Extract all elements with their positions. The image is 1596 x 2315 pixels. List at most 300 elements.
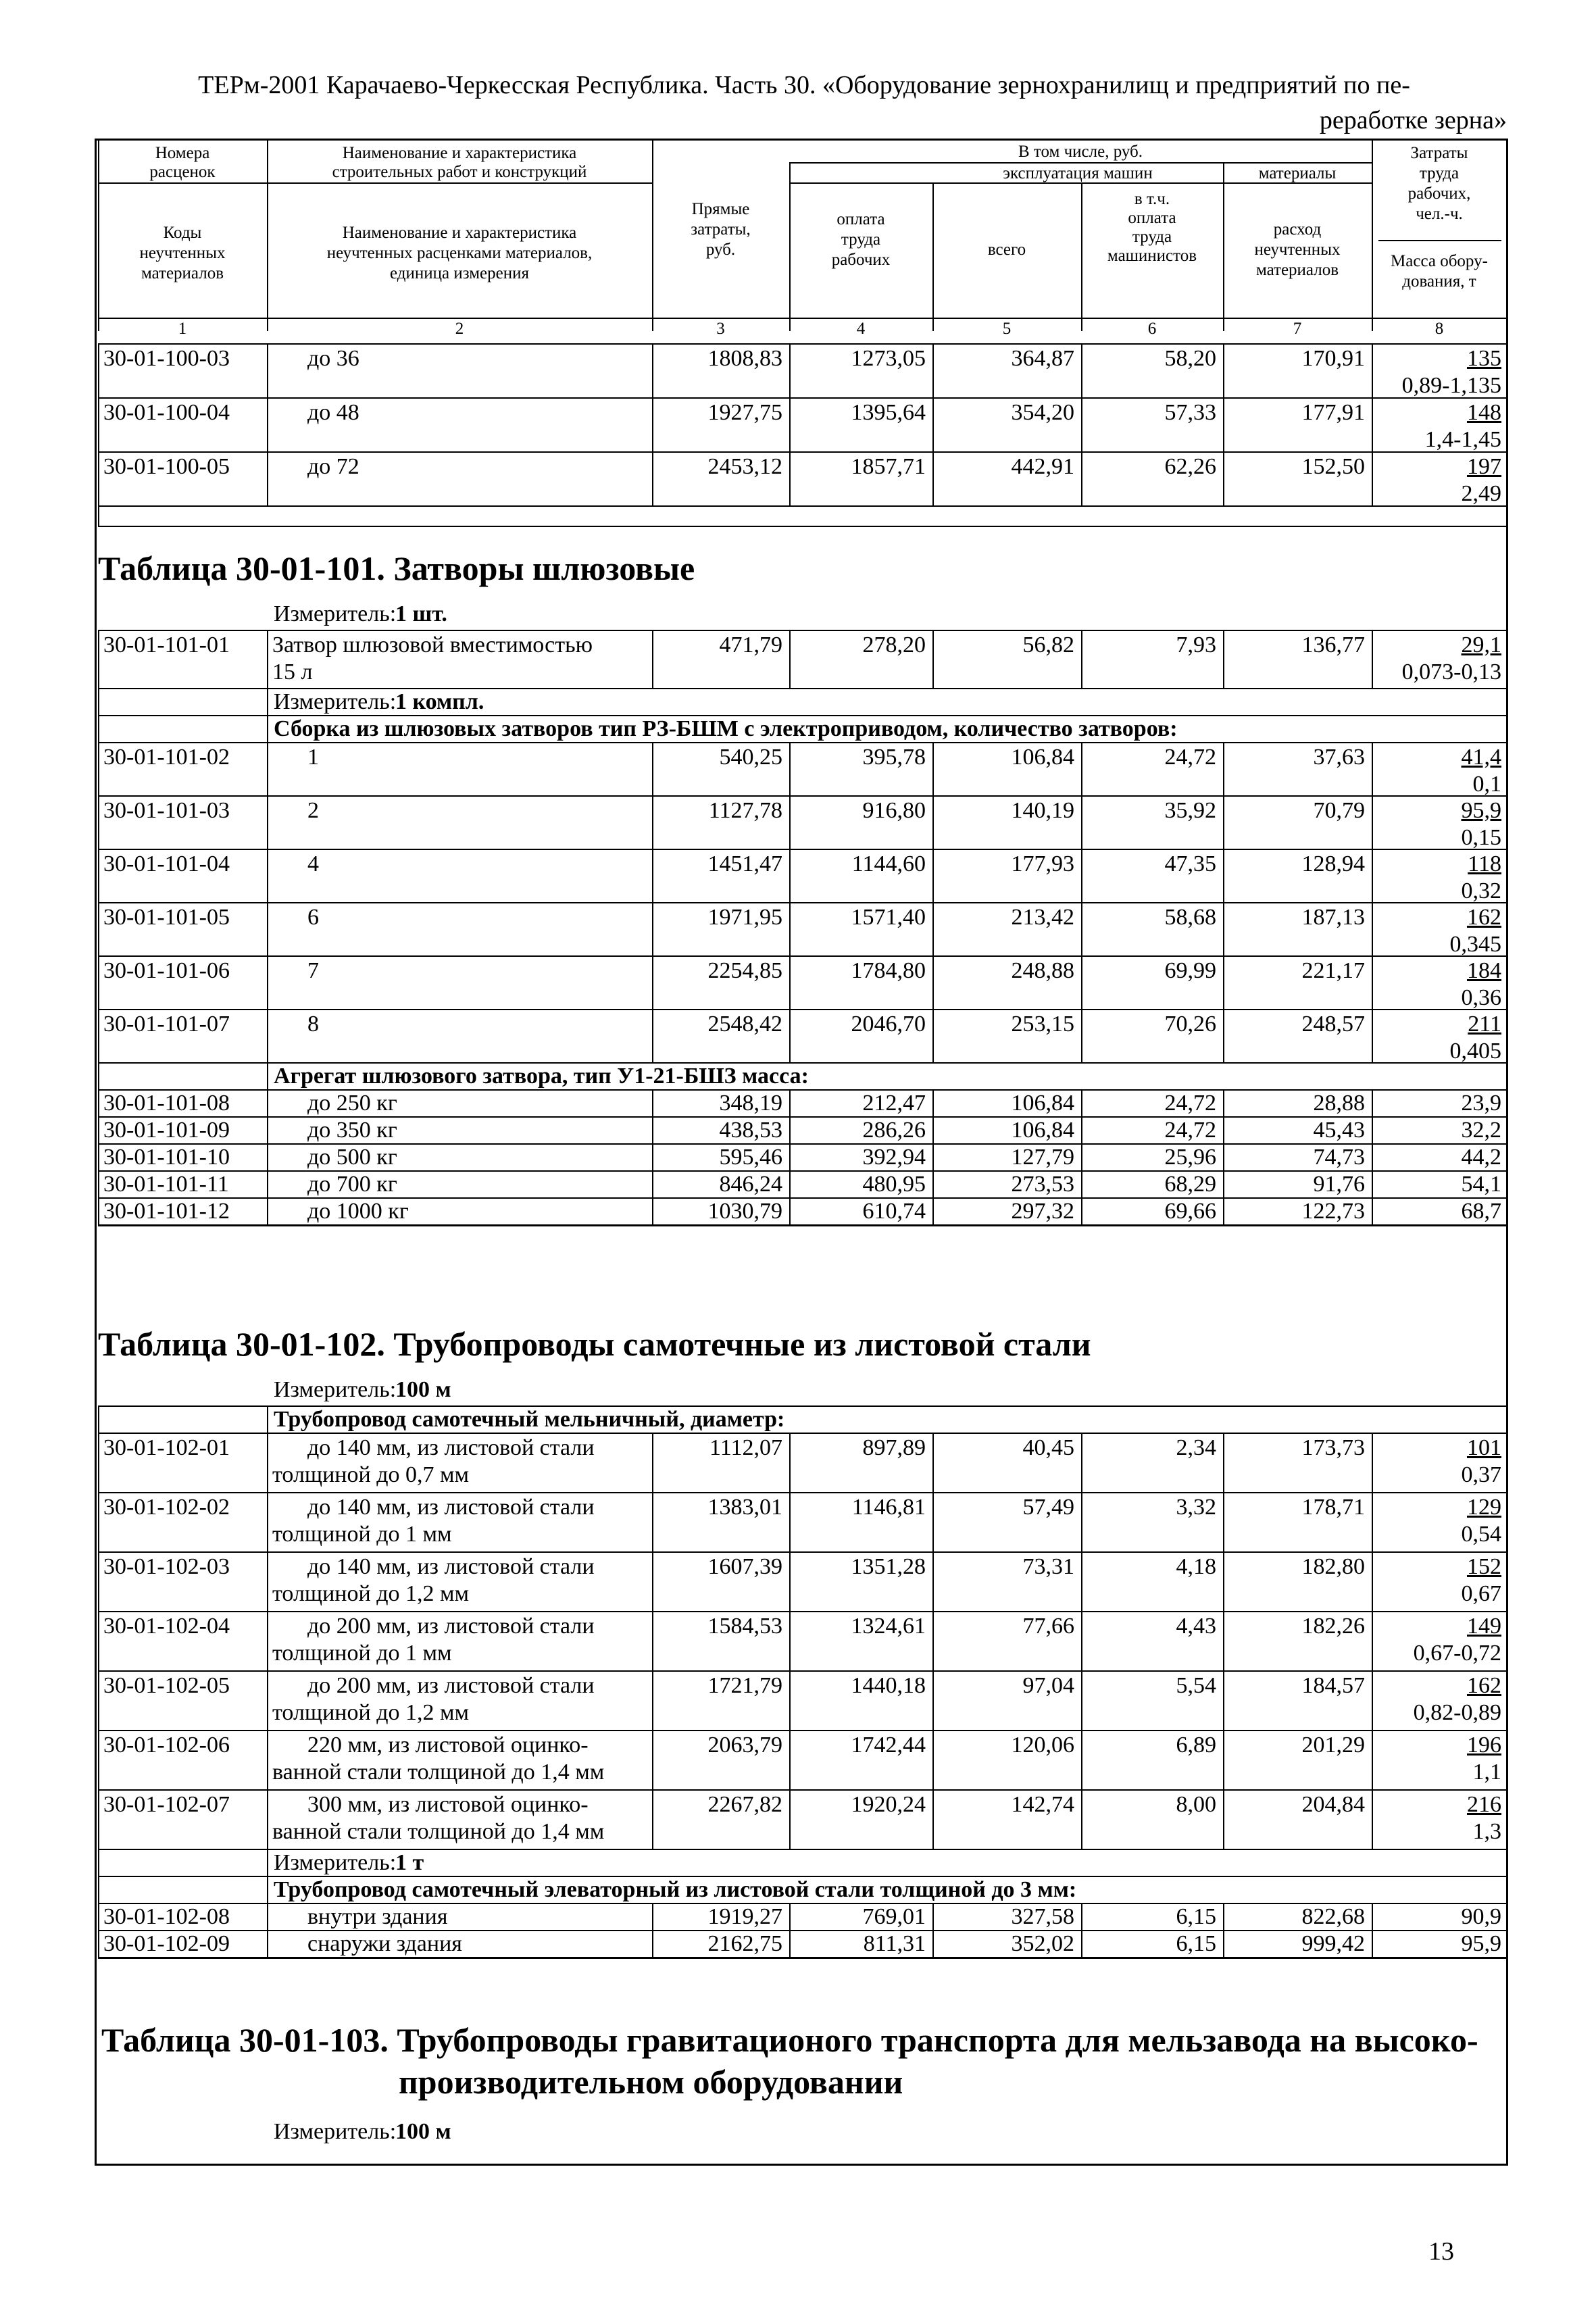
- table-rule: [1507, 1611, 1508, 1670]
- value-c7: 221,17: [1301, 958, 1365, 983]
- value-c6: 57,33: [1164, 400, 1216, 425]
- value-c5: 297,32: [1011, 1199, 1074, 1224]
- table-101-title: Таблица 30-01-101. Затворы шлюзовые: [98, 549, 695, 587]
- value-c6: 70,26: [1164, 1012, 1216, 1037]
- table-rule: [267, 742, 268, 795]
- column-number: 2: [455, 320, 464, 338]
- rate-code: 30-01-101-09: [103, 1118, 230, 1143]
- value-c4: 610,74: [862, 1199, 926, 1224]
- value-c7: 152,50: [1301, 454, 1365, 479]
- rate-code: 30-01-101-01: [103, 632, 230, 657]
- column-number: 4: [856, 320, 866, 338]
- value-c3: 1030,79: [707, 1199, 782, 1224]
- header-material-use: материалов: [1255, 261, 1339, 279]
- value-c3: 1919,27: [707, 1904, 782, 1929]
- table-rule: [1507, 955, 1508, 1009]
- table-rule: [98, 1930, 99, 1957]
- measure-label: Измеритель:: [274, 601, 397, 626]
- value-c5: 213,42: [1011, 905, 1074, 930]
- table-rule: [98, 397, 99, 451]
- measure-value: 1 т: [395, 1850, 424, 1875]
- work-name: 7: [307, 958, 319, 983]
- column-number: 3: [716, 320, 725, 338]
- header-rate-numbers: расценок: [149, 163, 216, 181]
- header-direct-costs: Прямые: [691, 200, 750, 218]
- value-c3: 2162,75: [707, 1931, 782, 1956]
- labor-cost: 211: [1468, 1012, 1501, 1037]
- header-labor: труда: [1419, 164, 1460, 182]
- group-heading: Сборка из шлюзовых затворов тип РЗ-БШМ с электроприводом, количество затворов:: [274, 716, 1178, 741]
- table-rule: [98, 1492, 1507, 1493]
- value-c3: 1971,95: [707, 905, 782, 930]
- table-rule: [98, 1433, 1507, 1434]
- equipment-mass: 0,89-1,135: [1401, 373, 1501, 398]
- table-rule: [267, 1143, 268, 1170]
- header-name: строительных работ и конструкций: [332, 163, 587, 181]
- table-rule: [267, 955, 268, 1009]
- header-machine-operation: эксплуатация машин: [1003, 164, 1153, 182]
- table-102-title: Таблица 30-01-102. Трубопроводы самотечные из листовой стали: [98, 1325, 1091, 1363]
- value-c7: 74,73: [1313, 1145, 1365, 1170]
- value-c7: 822,68: [1301, 1904, 1365, 1929]
- table-rule: [98, 451, 1507, 453]
- header-including: В том числе, руб.: [1018, 143, 1143, 161]
- labor-cost: 152: [1467, 1554, 1501, 1579]
- measure-label: Измеритель:: [274, 689, 397, 714]
- table-rule: [98, 849, 1507, 850]
- table-rule: [98, 1009, 99, 1062]
- value-c7: 184,57: [1301, 1673, 1365, 1698]
- header-labor: рабочих,: [1407, 184, 1471, 203]
- value-c6: 35,92: [1164, 798, 1216, 823]
- value-c3: 595,46: [719, 1145, 782, 1170]
- value-c6: 8,00: [1176, 1792, 1216, 1817]
- value-c5: 127,79: [1011, 1145, 1074, 1170]
- labor-cost: 216: [1467, 1792, 1501, 1817]
- table-rule: [98, 1009, 1507, 1010]
- value-c5: 140,19: [1011, 798, 1074, 823]
- header-labor: Затраты: [1410, 144, 1468, 162]
- value-c7: 45,43: [1313, 1118, 1365, 1143]
- value-c4: 1857,71: [851, 454, 926, 479]
- table-103-title: Таблица 30-01-103. Трубопроводы гравитационого транспорта для мельзавода на высоко-: [101, 2021, 1478, 2059]
- equipment-mass: 1,3: [1472, 1819, 1501, 1844]
- table-rule: [267, 1903, 268, 1930]
- work-name: 15 л: [272, 659, 313, 684]
- table-rule: [267, 1670, 268, 1730]
- header-operator-pay: машинистов: [1107, 247, 1197, 265]
- value-c4: 212,47: [862, 1091, 926, 1116]
- work-name: до 140 мм, из листовой стали: [307, 1554, 595, 1579]
- value-c6: 69,99: [1164, 958, 1216, 983]
- column-number: 6: [1147, 320, 1157, 338]
- work-name: внутри здания: [307, 1904, 448, 1929]
- table-rule: [98, 955, 1507, 957]
- table-rule: [98, 1062, 99, 1089]
- labor-cost: 44,2: [1461, 1145, 1501, 1170]
- value-c3: 1451,47: [707, 851, 782, 876]
- value-c7: 173,73: [1301, 1435, 1365, 1460]
- work-name: ванной стали толщиной до 1,4 мм: [272, 1760, 605, 1785]
- work-name: толщиной до 1,2 мм: [272, 1581, 470, 1606]
- equipment-mass: 2,49: [1461, 481, 1501, 506]
- work-name: толщиной до 1 мм: [272, 1522, 452, 1547]
- rate-code: 30-01-102-05: [103, 1673, 230, 1698]
- header-equipment-mass: Масса обору-: [1391, 252, 1488, 270]
- header-material-use: расход: [1273, 220, 1322, 239]
- table-rule: [267, 849, 268, 902]
- value-c7: 187,13: [1301, 905, 1365, 930]
- table-rule: [98, 182, 652, 184]
- table-rule: [1507, 1143, 1508, 1170]
- table-rule: [267, 1062, 268, 1089]
- value-c3: 2548,42: [707, 1012, 782, 1037]
- labor-cost: 162: [1467, 1673, 1501, 1698]
- table-rule: [1507, 1789, 1508, 1849]
- rate-code: 30-01-101-04: [103, 851, 230, 876]
- table-rule: [98, 742, 1507, 743]
- value-c4: 1395,64: [851, 400, 926, 425]
- value-c7: 248,57: [1301, 1012, 1365, 1037]
- table-rule: [98, 1116, 99, 1143]
- value-c6: 6,89: [1176, 1733, 1216, 1758]
- header-labor: чел.-ч.: [1416, 205, 1463, 223]
- table-rule: [98, 505, 1507, 507]
- labor-cost: 135: [1467, 346, 1501, 371]
- table-rule: [1507, 849, 1508, 902]
- table-rule: [98, 1611, 99, 1670]
- value-c5: 442,91: [1011, 454, 1074, 479]
- labor-cost: 129: [1467, 1495, 1501, 1520]
- work-name: до 200 мм, из листовой стали: [307, 1614, 595, 1639]
- value-c5: 106,84: [1011, 745, 1074, 770]
- value-c4: 395,78: [862, 745, 926, 770]
- table-rule: [98, 795, 1507, 797]
- work-name: до 250 кг: [307, 1091, 397, 1116]
- table-rule: [98, 1551, 1507, 1553]
- table-rule: [267, 1197, 268, 1224]
- value-c5: 40,45: [1022, 1435, 1074, 1460]
- value-c3: 2063,79: [707, 1733, 782, 1758]
- work-name: до 200 мм, из листовой стали: [307, 1673, 595, 1698]
- header-operator-pay: в т.ч.: [1134, 190, 1170, 208]
- value-c5: 177,93: [1011, 851, 1074, 876]
- table-rule: [98, 630, 1507, 631]
- value-c5: 253,15: [1011, 1012, 1074, 1037]
- value-c4: 278,20: [862, 632, 926, 657]
- table-rule: [98, 1492, 99, 1551]
- value-c7: 37,63: [1313, 745, 1365, 770]
- rate-code: 30-01-102-03: [103, 1554, 230, 1579]
- rate-code: 30-01-101-11: [103, 1172, 229, 1197]
- table-rule: [98, 1405, 99, 1433]
- column-number: 7: [1293, 320, 1302, 338]
- table-rule: [267, 1433, 268, 1492]
- table-rule: [98, 1670, 1507, 1672]
- labor-cost: 29,1: [1461, 632, 1501, 657]
- table-rule: [1507, 1903, 1508, 1930]
- table-rule: [98, 526, 1507, 527]
- table-rule: [1507, 1009, 1508, 1062]
- table-rule: [98, 1903, 99, 1930]
- table-rule: [267, 343, 268, 397]
- header-worker-pay: рабочих: [831, 251, 891, 269]
- value-c6: 24,72: [1164, 1091, 1216, 1116]
- work-name: 6: [307, 905, 319, 930]
- table-rule: [267, 1089, 268, 1116]
- table-rule: [267, 397, 268, 451]
- table-rule: [98, 795, 99, 849]
- table-rule: [1507, 451, 1508, 505]
- rate-code: 30-01-101-07: [103, 1012, 230, 1037]
- value-c6: 25,96: [1164, 1145, 1216, 1170]
- table-103-title: производительном оборудовании: [399, 2063, 903, 2101]
- work-name: до 500 кг: [307, 1145, 397, 1170]
- work-name: толщиной до 0,7 мм: [272, 1462, 470, 1487]
- table-rule: [1507, 630, 1508, 688]
- header-direct-costs: руб.: [705, 241, 736, 259]
- header-material-codes: Коды: [163, 224, 202, 242]
- rate-code: 30-01-100-03: [103, 346, 230, 371]
- page-number: 13: [1428, 2237, 1454, 2266]
- labor-cost: 95,9: [1461, 798, 1501, 823]
- work-name: до 1000 кг: [307, 1199, 409, 1224]
- equipment-mass: 0,67-0,72: [1413, 1641, 1501, 1666]
- value-c5: 352,02: [1011, 1931, 1074, 1956]
- value-c7: 122,73: [1301, 1199, 1365, 1224]
- table-rule: [98, 1611, 1507, 1612]
- header-name: Наименование и характеристика: [342, 144, 577, 162]
- measure-label: Измеритель:: [274, 1850, 397, 1875]
- value-c3: 1721,79: [707, 1673, 782, 1698]
- value-c5: 354,20: [1011, 400, 1074, 425]
- table-rule: [98, 902, 99, 955]
- table-rule: [267, 1551, 268, 1611]
- value-c3: 1383,01: [707, 1495, 782, 1520]
- value-c5: 97,04: [1022, 1673, 1074, 1698]
- value-c5: 77,66: [1022, 1614, 1074, 1639]
- rate-code: 30-01-102-04: [103, 1614, 230, 1639]
- work-name: 300 мм, из листовой оцинко-: [307, 1792, 589, 1817]
- group-heading: Трубопровод самотечный мельничный, диаметр:: [274, 1407, 785, 1432]
- value-c4: 1742,44: [851, 1733, 926, 1758]
- rate-code: 30-01-101-03: [103, 798, 230, 823]
- value-c3: 2267,82: [707, 1792, 782, 1817]
- value-c4: 2046,70: [851, 1012, 926, 1037]
- rate-code: 30-01-102-02: [103, 1495, 230, 1520]
- labor-cost: 149: [1467, 1614, 1501, 1639]
- equipment-mass: 1,1: [1472, 1760, 1501, 1785]
- table-rule: [1507, 902, 1508, 955]
- table-rule: [98, 1789, 1507, 1791]
- rate-code: 30-01-102-07: [103, 1792, 230, 1817]
- value-c5: 56,82: [1022, 632, 1074, 657]
- table-rule: [1378, 240, 1501, 241]
- rate-code: 30-01-102-09: [103, 1931, 230, 1956]
- measure-label: Измеритель:: [274, 1377, 397, 1402]
- value-c7: 182,26: [1301, 1614, 1365, 1639]
- value-c6: 3,32: [1176, 1495, 1216, 1520]
- value-c3: 2453,12: [707, 454, 782, 479]
- work-name: ванной стали толщиной до 1,4 мм: [272, 1819, 605, 1844]
- rate-code: 30-01-100-04: [103, 400, 230, 425]
- rate-code: 30-01-102-01: [103, 1435, 230, 1460]
- value-c6: 24,72: [1164, 1118, 1216, 1143]
- value-c6: 58,68: [1164, 905, 1216, 930]
- table-rule: [98, 505, 99, 526]
- header-rate-numbers: Номера: [155, 144, 210, 162]
- labor-cost: 32,2: [1461, 1118, 1501, 1143]
- table-rule: [98, 1730, 1507, 1731]
- labor-cost: 95,9: [1461, 1931, 1501, 1956]
- value-c6: 2,34: [1176, 1435, 1216, 1460]
- equipment-mass: 0,67: [1461, 1581, 1501, 1606]
- equipment-mass: 0,82-0,89: [1413, 1700, 1501, 1725]
- table-rule: [1507, 1670, 1508, 1730]
- work-name: 1: [307, 745, 319, 770]
- value-c5: 106,84: [1011, 1118, 1074, 1143]
- value-c7: 91,76: [1313, 1172, 1365, 1197]
- equipment-mass: 1,4-1,45: [1424, 427, 1501, 452]
- value-c7: 999,42: [1301, 1931, 1365, 1956]
- measure-value: 100 м: [395, 1377, 451, 1402]
- value-c3: 846,24: [719, 1172, 782, 1197]
- table-rule: [1507, 1116, 1508, 1143]
- table-rule: [98, 955, 99, 1009]
- value-c4: 1146,81: [851, 1495, 926, 1520]
- table-rule: [98, 742, 99, 795]
- measure-value: 1 шт.: [395, 601, 447, 626]
- table-rule: [1507, 139, 1508, 331]
- table-rule: [98, 1224, 1507, 1226]
- header-line-1: ТЕРм-2001 Карачаево-Черкесская Республика. Часть 30. «Оборудование зернохранилищ и предприятий по пе-: [198, 71, 1410, 99]
- equipment-mass: 0,073-0,13: [1401, 659, 1501, 684]
- value-c6: 7,93: [1176, 632, 1216, 657]
- rate-code: 30-01-101-10: [103, 1145, 230, 1170]
- header-material-name: единица измерения: [389, 264, 530, 282]
- equipment-mass: 0,37: [1461, 1462, 1501, 1487]
- table-rule: [98, 1957, 1507, 1959]
- table-rule: [267, 1930, 268, 1957]
- value-c4: 1324,61: [851, 1614, 926, 1639]
- value-c6: 6,15: [1176, 1931, 1216, 1956]
- labor-cost: 101: [1467, 1435, 1501, 1460]
- value-c6: 6,15: [1176, 1904, 1216, 1929]
- value-c7: 136,77: [1301, 632, 1365, 657]
- column-number: 8: [1435, 320, 1444, 338]
- table-rule: [98, 1670, 99, 1730]
- table-rule: [98, 1433, 99, 1492]
- value-c6: 47,35: [1164, 851, 1216, 876]
- table-rule: [1507, 1433, 1508, 1492]
- value-c3: 471,79: [719, 632, 782, 657]
- table-rule: [1507, 397, 1508, 451]
- table-rule: [1507, 1849, 1508, 1903]
- table-rule: [267, 451, 268, 505]
- work-name: 2: [307, 798, 319, 823]
- header-worker-pay: труда: [841, 230, 881, 249]
- table-rule: [267, 1405, 268, 1433]
- value-c4: 1351,28: [851, 1554, 926, 1579]
- table-rule: [1507, 742, 1508, 795]
- table-rule: [98, 139, 1507, 140]
- value-c3: 1927,75: [707, 400, 782, 425]
- equipment-mass: 0,15: [1461, 825, 1501, 850]
- equipment-mass: 0,54: [1461, 1522, 1501, 1547]
- header-material-codes: неучтенных: [139, 244, 226, 262]
- value-c6: 4,43: [1176, 1614, 1216, 1639]
- header-material-name: неучтенных расценками материалов,: [326, 244, 593, 262]
- table-rule: [98, 1730, 99, 1789]
- table-rule: [98, 630, 99, 688]
- measure-value: 1 компл.: [395, 689, 484, 714]
- value-c7: 204,84: [1301, 1792, 1365, 1817]
- value-c7: 170,91: [1301, 346, 1365, 371]
- value-c3: 2254,85: [707, 958, 782, 983]
- work-name: 220 мм, из листовой оцинко-: [307, 1733, 589, 1758]
- value-c4: 1920,24: [851, 1792, 926, 1817]
- column-number: 5: [1002, 320, 1012, 338]
- table-rule: [267, 1611, 268, 1670]
- table-rule: [1507, 795, 1508, 849]
- value-c4: 1273,05: [851, 346, 926, 371]
- value-c5: 106,84: [1011, 1091, 1074, 1116]
- value-c4: 1440,18: [851, 1673, 926, 1698]
- value-c5: 73,31: [1022, 1554, 1074, 1579]
- value-c5: 120,06: [1011, 1733, 1074, 1758]
- work-name: до 48: [307, 400, 359, 425]
- table-rule: [98, 1143, 99, 1170]
- rate-code: 30-01-102-08: [103, 1904, 230, 1929]
- header-worker-pay: оплата: [837, 210, 885, 228]
- rate-code: 30-01-101-02: [103, 745, 230, 770]
- rate-code: 30-01-102-06: [103, 1733, 230, 1758]
- work-name: до 72: [307, 454, 359, 479]
- table-rule: [267, 795, 268, 849]
- value-c6: 69,66: [1164, 1199, 1216, 1224]
- value-c5: 142,74: [1011, 1792, 1074, 1817]
- table-rule: [1507, 1551, 1508, 1611]
- value-c7: 28,88: [1313, 1091, 1365, 1116]
- table-rule: [267, 1789, 268, 1849]
- equipment-mass: 0,1: [1472, 772, 1501, 797]
- table-rule: [267, 1492, 268, 1551]
- table-rule: [98, 1170, 99, 1197]
- table-rule: [1507, 1089, 1508, 1116]
- value-c3: 348,19: [719, 1091, 782, 1116]
- page-header: [101, 68, 1507, 138]
- table-rule: [98, 343, 99, 397]
- table-rule: [1507, 688, 1508, 742]
- table-rule: [1507, 1197, 1508, 1224]
- value-c6: 68,29: [1164, 1172, 1216, 1197]
- work-name: до 140 мм, из листовой стали: [307, 1435, 595, 1460]
- table-rule: [98, 1789, 99, 1849]
- table-rule: [267, 1730, 268, 1789]
- value-c4: 480,95: [862, 1172, 926, 1197]
- header-materials: материалы: [1258, 164, 1337, 182]
- table-rule: [267, 630, 268, 688]
- equipment-mass: 0,36: [1461, 985, 1501, 1010]
- value-c4: 916,80: [862, 798, 926, 823]
- value-c6: 62,26: [1164, 454, 1216, 479]
- value-c5: 327,58: [1011, 1904, 1074, 1929]
- work-name: 4: [307, 851, 319, 876]
- value-c6: 5,54: [1176, 1673, 1216, 1698]
- value-c3: 438,53: [719, 1118, 782, 1143]
- table-rule: [1507, 1170, 1508, 1197]
- work-name: толщиной до 1 мм: [272, 1641, 452, 1666]
